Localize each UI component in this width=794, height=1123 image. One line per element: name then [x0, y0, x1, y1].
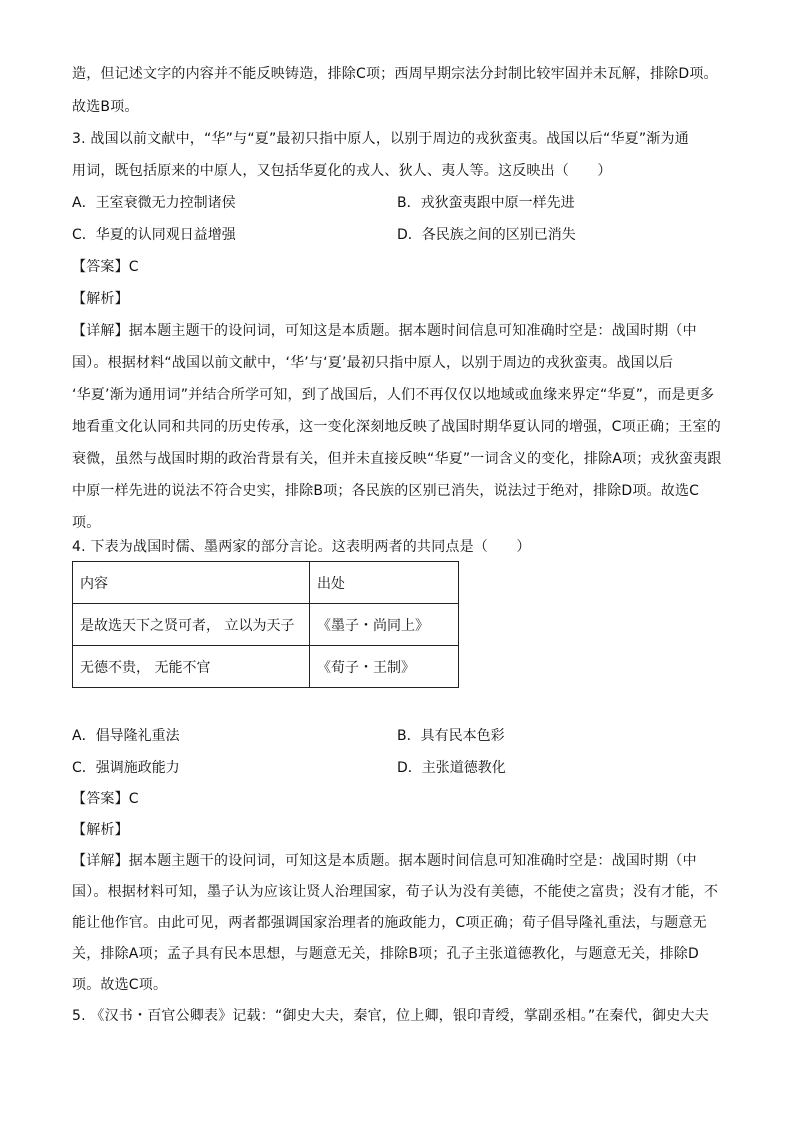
- table-cell: 是故选天下之贤可者， 立以为天子: [73, 604, 310, 646]
- q3-detail-line: 【详解】据本题主题干的设问词，可知这是本质题。据本题时间信息可知准确时空是：战国时期（中: [72, 323, 697, 339]
- q3-detail-line: 地看重文化认同和共同的历史传承，这一变化深刻地反映了战国时期华夏认同的增强，C项正确；王室的: [72, 419, 721, 435]
- q4-detail-line: 【详解】据本题主题干的设问词，可知这是本质题。据本题时间信息可知准确时空是：战国时期（中: [72, 853, 697, 869]
- quote-table: [72, 561, 459, 688]
- q3-option-c: C．华夏的认同观日益增强: [72, 227, 236, 243]
- table-header-row: [73, 562, 459, 604]
- q4-detail-line: 项。故选C项。: [72, 977, 168, 993]
- table-cell: 《墨子・尚同上》: [310, 604, 459, 646]
- q3-option-b: B．戎狄蛮夷跟中原一样先进: [397, 195, 575, 211]
- question-3-stem: 3. 战国以前文献中，“华”与“夏”最初只指中原人，以别于周边的戎狄蛮夷。战国以后“华夏”渐为通: [72, 131, 689, 147]
- q4-option-c: C．强调施政能力: [72, 760, 180, 776]
- q4-detail-line: 能让他作官。由此可见，两者都强调国家治理者的施政能力，C项正确；荀子倡导隆礼重法，与题意无: [72, 915, 707, 931]
- table-row: [73, 646, 459, 688]
- table-header-content: 内容: [73, 562, 310, 604]
- q3-detail-line: 项。: [72, 515, 101, 531]
- text-line: 故选B项。: [72, 99, 139, 115]
- q3-detail-line: ‘华夏’渐为通用词”并结合所学可知，到了战国后，人们不再仅仅以地域或血缘来界定“华夏”，而是更多: [72, 387, 715, 403]
- q4-option-d: D．主张道德教化: [397, 760, 506, 776]
- q4-answer: 【答案】C: [72, 791, 139, 807]
- q3-answer: 【答案】C: [72, 259, 139, 275]
- q3-option-d: D．各民族之间的区别已消失: [397, 227, 576, 243]
- table-row: [73, 604, 459, 646]
- q3-detail-line: 衰微，虽然与战国时期的政治背景有关，但并未直接反映“华夏”一词含义的变化，排除A项；戎狄蛮夷跟: [72, 451, 722, 467]
- table-header-source: 出处: [310, 562, 459, 604]
- question-3-stem-cont: 用词，既包括原来的中原人，又包括华夏化的戎人、狄人、夷人等。这反映出（ ）: [72, 163, 612, 179]
- question-5-stem: 5. 《汉书・百官公卿表》记载：“御史大夫，秦官，位上卿，银印青绶，掌副丞相。”在秦代，御史大夫: [72, 1008, 709, 1024]
- q3-analysis-heading: 【解析】: [72, 291, 129, 307]
- q3-detail-line: 中原一样先进的说法不符合史实，排除B项；各民族的区别已消失，说法过于绝对，排除D项。故选C: [72, 483, 700, 499]
- text-line: 造，但记述文字的内容并不能反映铸造，排除C项；西周早期宗法分封制比较牢固并未瓦解，排除D项。: [72, 66, 718, 82]
- q3-option-a: A．王室衰微无力控制诸侯: [72, 195, 236, 211]
- q4-analysis-heading: 【解析】: [72, 822, 129, 838]
- q4-option-b: B．具有民本色彩: [397, 728, 505, 744]
- q3-detail-line: 国）。根据材料“战国以前文献中，‘华’与‘夏’最初只指中原人，以别于周边的戎狄蛮夷。战国以后: [72, 355, 674, 371]
- q4-option-a: A．倡导隆礼重法: [72, 728, 180, 744]
- q4-detail-line: 国）。根据材料可知，墨子认为应该让贤人治理国家，荀子认为没有美德，不能使之富贵；没有才能，不: [72, 884, 719, 900]
- question-4-stem: 4. 下表为战国时儒、墨两家的部分言论。这表明两者的共同点是（ ）: [72, 539, 531, 555]
- q4-detail-line: 关，排除A项；孟子具有民本思想，与题意无关，排除B项；孔子主张道德教化，与题意无关，排除D: [72, 946, 699, 962]
- table-cell: 《荀子・王制》: [310, 646, 459, 688]
- table-cell: 无德不贵， 无能不官: [73, 646, 310, 688]
